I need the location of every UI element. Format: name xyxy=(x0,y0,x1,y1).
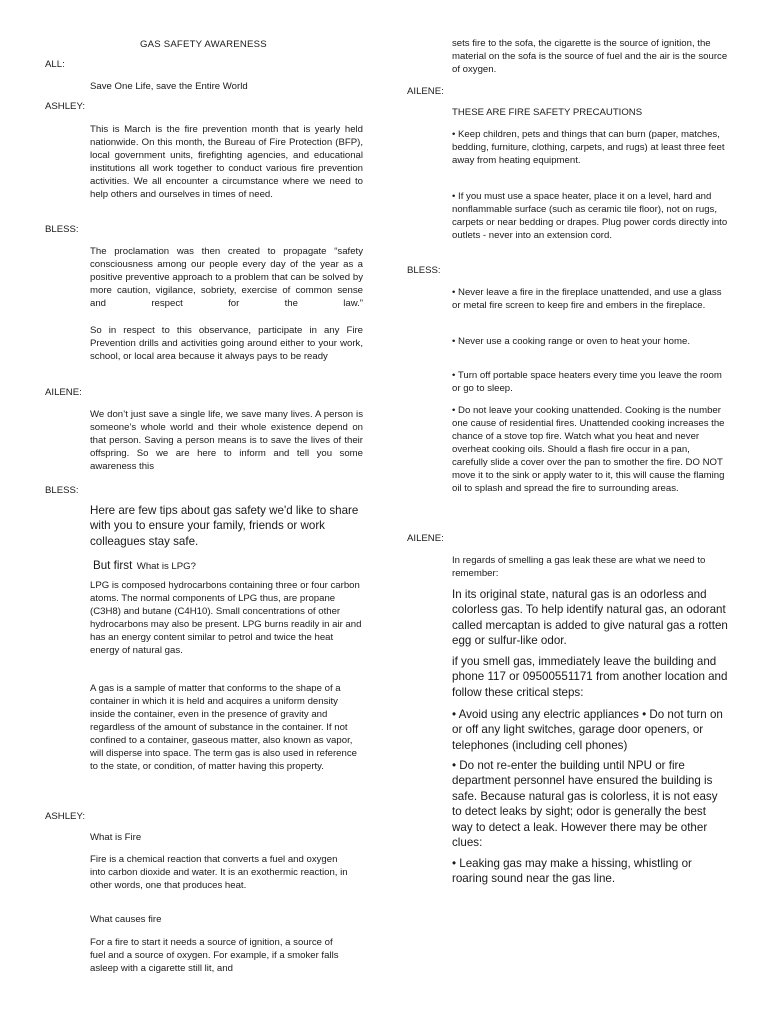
speaker-bless-2: BLESS: xyxy=(45,485,79,496)
gas-definition-paragraph: A gas is a sample of matter that conforms to the shape of a container in which it is held and acquires a uniform density inside the container, even in the presence of gravity and regardless of the amount of substance in the container. If not confined to a container, gaseous matter, also known as vapor, will disperse into space. The term gas is also used in reference to the state, or condition, of matter having this property. xyxy=(90,683,357,772)
what-causes-fire-heading: What causes fire xyxy=(90,914,162,925)
what-is-fire-heading: What is Fire xyxy=(90,832,142,843)
lpg-paragraph: LPG is composed hydrocarbons containing three or four carbon atoms. The normal components of LPG thus, are propane (C3H8) and butane (C4H10). Small concentrations of other hydrocarbons may also be present. LPG burns readily in air and has an energy content similar to petrol and twice the heat energy of natural gas. xyxy=(90,580,362,656)
precautions-title: THESE ARE FIRE SAFETY PRECAUTIONS xyxy=(452,107,643,118)
speaker-bless-3: BLESS: xyxy=(407,265,441,276)
precaution-item-6: • Do not leave your cooking unattended. Cooking is the number one cause of residential fires. Unattended cooking increases the chance of a stove top fire. Watch what you heat and never overheat cooking oils. Should a flash fire occur in a pan, carefully slide a cover over the pan to smother the fire. DO NOT move it to the sink or apply water to it, this will cause the flaming oil to splash and spread the fire to surrounding areas. xyxy=(452,405,725,494)
speaker-ashley-1: ASHLEY: xyxy=(45,101,85,112)
fire-paragraph: Fire is a chemical reaction that converts a fuel and oxygen into carbon dioxide and water. It is an exothermic reaction, in other words, one that produces heat. xyxy=(90,854,348,891)
fire-causes-paragraph: For a fire to start it needs a source of ignition, a source of fuel and a source of oxygen. For example, if a smoker falls asleep with a cigarette still lit, and xyxy=(90,937,339,974)
precaution-item-4: • Never use a cooking range or oven to heat your home. xyxy=(452,336,691,347)
fire-causes-continued: sets fire to the sofa, the cigarette is the source of ignition, the material on the sofa is the source of fuel and the air is the source of oxygen. xyxy=(452,38,728,75)
speaker-bless-1: BLESS: xyxy=(45,224,79,235)
precaution-item-5: • Turn off portable space heaters every time you leave the room or go to sleep. xyxy=(452,370,722,394)
speaker-all: ALL: xyxy=(45,59,65,70)
gas-tips-intro: Here are few tips about gas safety we'd like to share with you to ensure your family, friends or work colleagues stay safe. xyxy=(90,504,359,548)
precaution-item-2: • If you must use a space heater, place it on a level, hard and nonflammable surface (such as ceramic tile floor), not on rugs, carpets or near bedding or drapes. Plug power cords directly into outlets - never into an extension cord. xyxy=(452,191,728,241)
precaution-item-3: • Never leave a fire in the fireplace unattended, and use a glass or metal fire screen to keep fire and embers in the fireplace. xyxy=(452,287,722,311)
gas-leak-step-2: • Do not re-enter the building until NPU or fire department personnel have ensured the building is safe. Because natural gas is colorless, it is not easy to detect leaks by sight; odor is generally the best way to detect a leak. However there may be other clues: xyxy=(452,759,718,850)
but-first-label: But first xyxy=(93,559,133,572)
what-is-lpg-label: What is LPG? xyxy=(136,561,196,572)
lpg-heading xyxy=(93,556,363,574)
speaker-ashley-2: ASHLEY: xyxy=(45,811,85,822)
gas-leak-step-3: • Leaking gas may make a hissing, whistling or roaring sound near the gas line. xyxy=(452,857,692,886)
ashley-paragraph-1: This is March is the fire prevention month that is yearly held nationwide. On this month, the Bureau of Fire Protection (BFP), local government units, firefighting agencies, and educational institutions all work together to conduct various fire prevention activities. We all encounter a circumstance where we need to help others and ourselves in times of need. xyxy=(90,124,363,200)
gas-leak-step-1: • Avoid using any electric appliances • Do not turn on or off any light switches, garage door openers, or telephones (including cell phones) xyxy=(452,708,723,752)
gas-leak-intro: In regards of smelling a gas leak these are what we need to remember: xyxy=(452,555,706,579)
precaution-item-1: • Keep children, pets and things that can burn (paper, matches, bedding, furniture, clothing, carpets, and rugs) at least three feet away from heating equipment. xyxy=(452,129,725,166)
gas-leak-paragraph-2: if you smell gas, immediately leave the building and phone 117 or 09500551171 from another location and follow these critical steps: xyxy=(452,655,728,699)
bless-paragraph-1a: The proclamation was then created to propagate “safety consciousness among our people every day of the year as a positive preventive approach to a problem that can be solved by more caution, vigilance, sobriety, exercise of common sense and respect for the law.” xyxy=(90,246,363,309)
speaker-ailene-3: AILENE: xyxy=(407,533,444,544)
speaker-ailene-1: AILENE: xyxy=(45,387,82,398)
speaker-ailene-2: AILENE: xyxy=(407,86,444,97)
ailene-paragraph-1: We don’t just save a single life, we save many lives. A person is someone’s whole world and their whole existence depend on that person. Saving a person means is to save the lives of their offspring. So we are here to inform and tell you some awareness this xyxy=(90,409,363,472)
document-title: GAS SAFETY AWARENESS xyxy=(140,39,267,50)
gas-leak-paragraph-1: In its original state, natural gas is an odorless and colorless gas. To help identify natural gas, an odorant called mercaptan is added to give natural gas a rotten egg or sulfur-like odor. xyxy=(452,588,728,648)
all-line: Save One Life, save the Entire World xyxy=(90,81,248,92)
bless-paragraph-1b: So in respect to this observance, participate in any Fire Prevention drills and activities going around either to your work, school, or local area because it always pays to be ready xyxy=(90,325,363,362)
